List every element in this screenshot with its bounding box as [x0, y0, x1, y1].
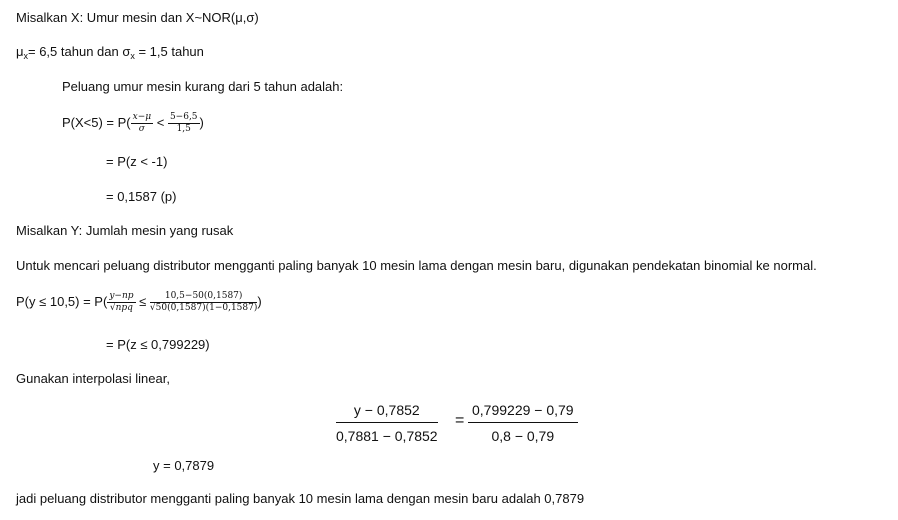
- interpolation-fraction-left: [336, 400, 438, 446]
- definition-x: Misalkan X: Umur mesin dan X~NOR(μ,σ): [16, 10, 259, 25]
- mu-subscript: x: [23, 51, 28, 61]
- eq2-frac2-numerator: 10,5−50(0,1587): [150, 291, 257, 303]
- parameters-text-end: = 1,5 tahun: [134, 44, 204, 59]
- eq1-lhs: P(X<5) = P(: [62, 115, 131, 130]
- eq2-close-paren: ): [257, 294, 262, 309]
- interp-right-denominator: 0,8 − 0,79: [491, 428, 555, 444]
- interp-right-numerator: 0,799229 − 0,79: [468, 400, 578, 423]
- eq1-frac2-numerator: 5−6,5: [169, 112, 198, 123]
- eq2-lhs: P(y ≤ 10,5) = P(: [16, 294, 108, 309]
- interpolation-fraction-right: [468, 400, 578, 446]
- probability-intro: Peluang umur mesin kurang dari 5 tahun adalah:: [62, 79, 344, 94]
- eq2-fraction-values: [150, 291, 257, 314]
- eq1-frac2-denominator: 1,5: [176, 124, 191, 135]
- interp-left-denominator: 0,7881 − 0,7852: [336, 428, 438, 444]
- interpolation-result: y = 0,7879: [153, 458, 215, 473]
- method-description: Untuk mencari peluang distributor mengganti paling banyak 10 mesin lama dengan mesin baru, digunakan pendekatan binomial ke normal.: [16, 258, 817, 273]
- probability-step-2: = P(z < -1): [106, 154, 168, 169]
- sigma-subscript: x: [130, 51, 135, 61]
- eq1-close-paren: ): [199, 115, 204, 130]
- mu-symbol: μ: [16, 44, 24, 59]
- conclusion: jadi peluang distributor mengganti paling banyak 10 mesin lama dengan mesin baru adalah 0,7879: [16, 491, 585, 506]
- interpolation-equals: =: [455, 412, 465, 429]
- parameters-line: [16, 44, 204, 64]
- eq2-frac1-denominator: √npq: [109, 303, 133, 314]
- eq2-frac2-denominator: √50(0,1587)(1−0,1587): [149, 303, 258, 314]
- probability-result: = 0,1587 (p): [106, 189, 177, 204]
- eq2-frac1-numerator: y−np: [109, 291, 134, 302]
- eq1-fraction-standardized: [131, 112, 153, 135]
- probability-equation-1: [62, 112, 204, 135]
- eq1-less-than: <: [156, 115, 165, 130]
- interp-left-numerator: y − 0,7852: [336, 400, 438, 423]
- eq2-fraction-standardized: [107, 291, 135, 314]
- parameters-text: = 6,5 tahun dan σ: [28, 44, 131, 59]
- eq2-less-equal: ≤: [139, 294, 147, 309]
- eq1-frac1-denominator: σ: [138, 124, 145, 135]
- definition-y: Misalkan Y: Jumlah mesin yang rusak: [16, 223, 234, 238]
- interpolation-intro: Gunakan interpolasi linear,: [16, 371, 170, 386]
- eq1-frac1-numerator: x−μ: [132, 112, 152, 123]
- eq1-fraction-values: [168, 112, 200, 135]
- probability-equation-2: [16, 290, 262, 314]
- probability-z-value: = P(z ≤ 0,799229): [106, 337, 210, 352]
